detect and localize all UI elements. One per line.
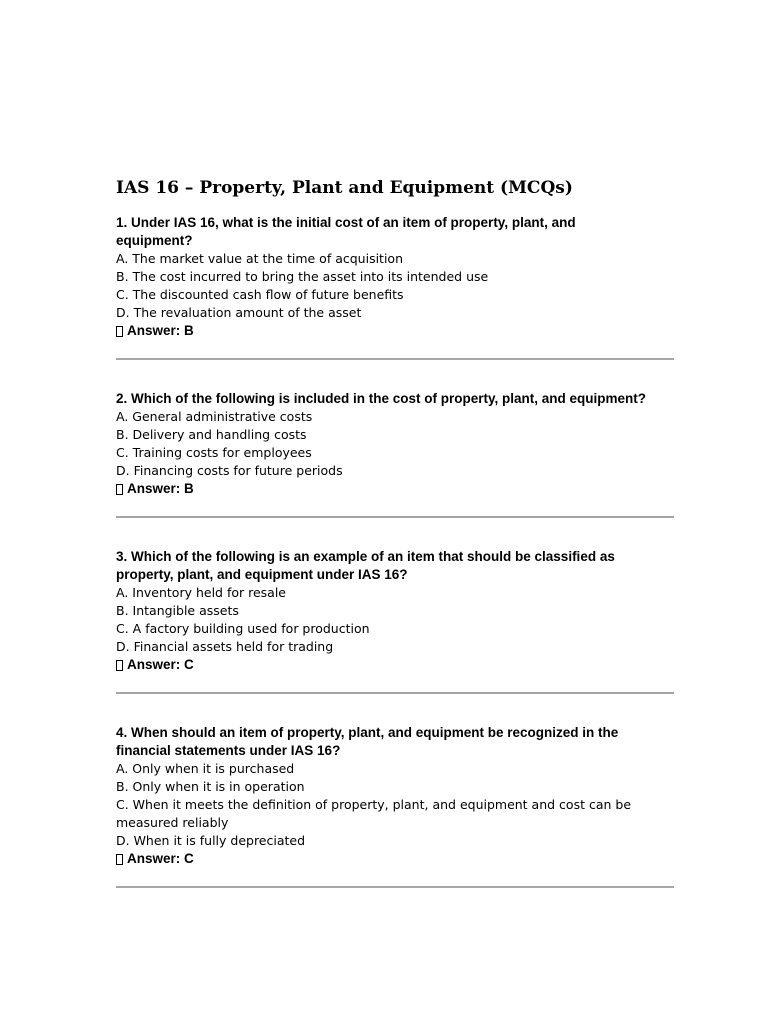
- option-d: D. Financing costs for future periods: [116, 463, 343, 478]
- option-b: B. Only when it is in operation: [116, 779, 305, 794]
- option-a: A. Only when it is purchased: [116, 761, 295, 776]
- question-text: 1. Under IAS 16, what is the initial cost of an item of property, plant, and equipment?: [116, 215, 576, 248]
- divider: [116, 358, 674, 360]
- answer-line: [116, 850, 674, 868]
- answer-text: Answer: B: [127, 481, 194, 496]
- option-c: C. The discounted cash flow of future benefits: [116, 287, 404, 302]
- option-b: B. The cost incurred to bring the asset into its intended use: [116, 269, 489, 284]
- divider: [116, 692, 674, 694]
- checkmark-icon: [116, 326, 123, 337]
- checkmark-icon: [116, 854, 123, 865]
- option-c: C. When it meets the definition of property, plant, and equipment and cost can be measured reliably: [116, 797, 632, 830]
- document-page: [116, 176, 674, 888]
- answer-line: [116, 322, 674, 340]
- question-2: [116, 390, 674, 498]
- option-d: D. Financial assets held for trading: [116, 639, 334, 654]
- document-title: IAS 16 – Property, Plant and Equipment (MCQs): [116, 178, 573, 198]
- option-d: D. The revaluation amount of the asset: [116, 305, 362, 320]
- checkmark-icon: [116, 660, 123, 671]
- divider: [116, 886, 674, 888]
- divider: [116, 516, 674, 518]
- answer-text: Answer: C: [127, 657, 194, 672]
- checkmark-icon: [116, 484, 123, 495]
- option-a: A. The market value at the time of acquisition: [116, 251, 403, 266]
- option-d: D. When it is fully depreciated: [116, 833, 306, 848]
- option-b: B. Intangible assets: [116, 603, 239, 618]
- question-4: [116, 724, 674, 868]
- option-a: A. General administrative costs: [116, 409, 313, 424]
- answer-text: Answer: C: [127, 851, 194, 866]
- option-c: C. A factory building used for production: [116, 621, 370, 636]
- question-text: 4. When should an item of property, plant, and equipment be recognized in the financial statements under IAS 16?: [116, 725, 619, 758]
- option-b: B. Delivery and handling costs: [116, 427, 307, 442]
- question-1: [116, 214, 674, 340]
- answer-line: [116, 656, 674, 674]
- question-text: 3. Which of the following is an example of an item that should be classified as property, plant, and equipment under IAS 16?: [116, 549, 615, 582]
- answer-text: Answer: B: [127, 323, 194, 338]
- question-text: 2. Which of the following is included in the cost of property, plant, and equipment?: [116, 391, 647, 406]
- answer-line: [116, 480, 674, 498]
- question-3: [116, 548, 674, 674]
- option-a: A. Inventory held for resale: [116, 585, 287, 600]
- option-c: C. Training costs for employees: [116, 445, 312, 460]
